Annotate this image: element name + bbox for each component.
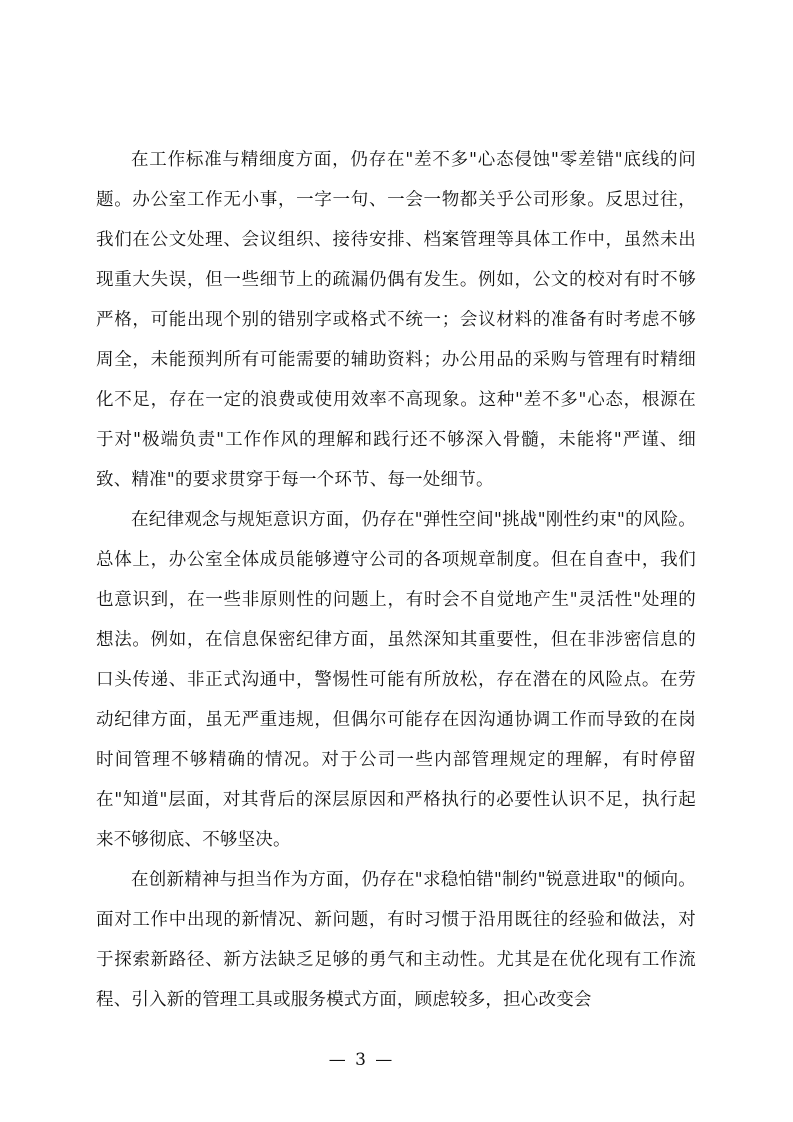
page-number: — 3 — [328,1050,395,1070]
paragraph: 在工作标准与精细度方面，仍存在"差不多"心态侵蚀"零差错"底线的问题。办公室工作无小事，一字一句、一会一物都关乎公司形象。反思过往，我们在公文处理、会议组织、接待安排、档案管理等具体工作中，虽然未出现重大失误，但一些细节上的疏漏仍偶有发生。例如，公文的校对有时不够严格，可能出现个别的错别字或格式不统一；会议材料的准备有时考虑不够周全，未能预判所有可能需要的辅助资料；办公用品的采购与管理有时精细化不足，存在一定的浪费或使用效率不高现象。这种"差不多"心态，根源在于对"极端负责"工作作风的理解和践行还不够深入骨髓，未能将"严谨、细致、精准"的要求贯穿于每一个环节、每一处细节。 [96,150,696,490]
paragraph: 在创新精神与担当作为方面，仍存在"求稳怕错"制约"锐意进取"的倾向。面对工作中出现的新情况、新问题，有时习惯于沿用既往的经验和做法，对于探索新路径、新方法缺乏足够的勇气和主动性。尤其是在优化现有工作流程、引入新的管理工具或服务模式方面，顾虑较多，担心改变会 [96,870,696,1010]
page-footer [0,1050,793,1070]
document-body [96,140,696,1020]
paragraph: 在纪律观念与规矩意识方面，仍存在"弹性空间"挑战"刚性约束"的风险。总体上，办公室全体成员能够遵守公司的各项规章制度。但在自查中，我们也意识到，在一些非原则性的问题上，有时会不自觉地产生"灵活性"处理的想法。例如，在信息保密纪律方面，虽然深知其重要性，但在非涉密信息的口头传递、非正式沟通中，警惕性可能有所放松，存在潜在的风险点。在劳动纪律方面，虽无严重违规，但偶尔可能存在因沟通协调工作而导致的在岗时间管理不够精确的情况。对于公司一些内部管理规定的理解，有时停留在"知道"层面，对其背后的深层原因和严格执行的必要性认识不足，执行起来不够彻底、不够坚决。 [96,510,696,850]
